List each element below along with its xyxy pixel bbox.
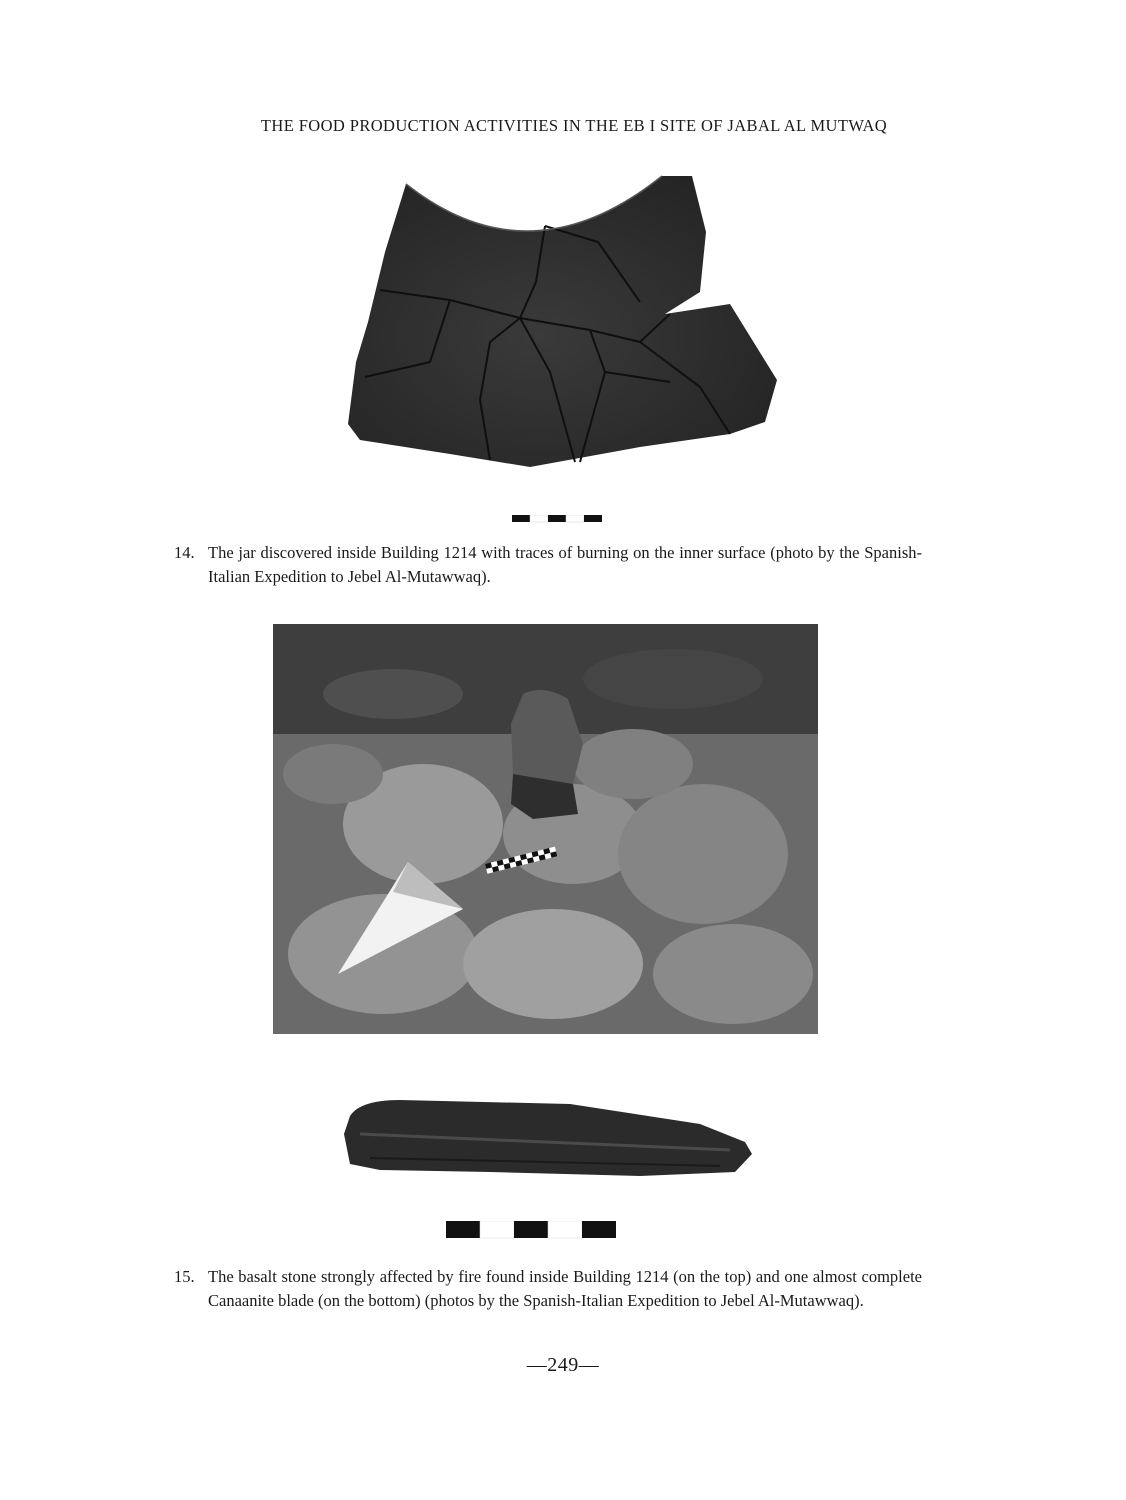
- figure-15-number: 15.: [174, 1267, 195, 1286]
- page-number: —249—: [526, 1354, 600, 1376]
- figure-14-caption: [174, 541, 922, 589]
- figure-15-canaanite-blade-photo: [340, 1094, 760, 1184]
- running-head: THE FOOD PRODUCTION ACTIVITIES IN THE EB I SITE OF JABAL AL MUTWAQ: [260, 116, 888, 135]
- scale-bar-14: [512, 515, 602, 523]
- figure-14-number: 14.: [174, 543, 195, 562]
- canaanite-blade-image: [340, 1094, 760, 1184]
- figure-15-caption: [174, 1265, 922, 1313]
- figure-14-caption-text: The jar discovered inside Building 1214 with traces of burning on the inner surface (photo by the Spanish-Italian Expedition to Jebel Al-Mutawwaq).: [208, 543, 922, 586]
- figure-14-jar-photo: [340, 172, 790, 472]
- jar-sherd-image: [340, 172, 790, 472]
- figure-15-basalt-stone-photo: [273, 624, 818, 1034]
- scale-bar-15: [446, 1221, 618, 1239]
- figure-15-caption-text: The basalt stone strongly affected by fire found inside Building 1214 (on the top) and one almost complete Canaanite blade (on the bottom) (photos by the Spanish-Italian Expedition to Jebel Al-Mutawwaq).: [208, 1267, 922, 1310]
- basalt-stone-image: [273, 624, 818, 1034]
